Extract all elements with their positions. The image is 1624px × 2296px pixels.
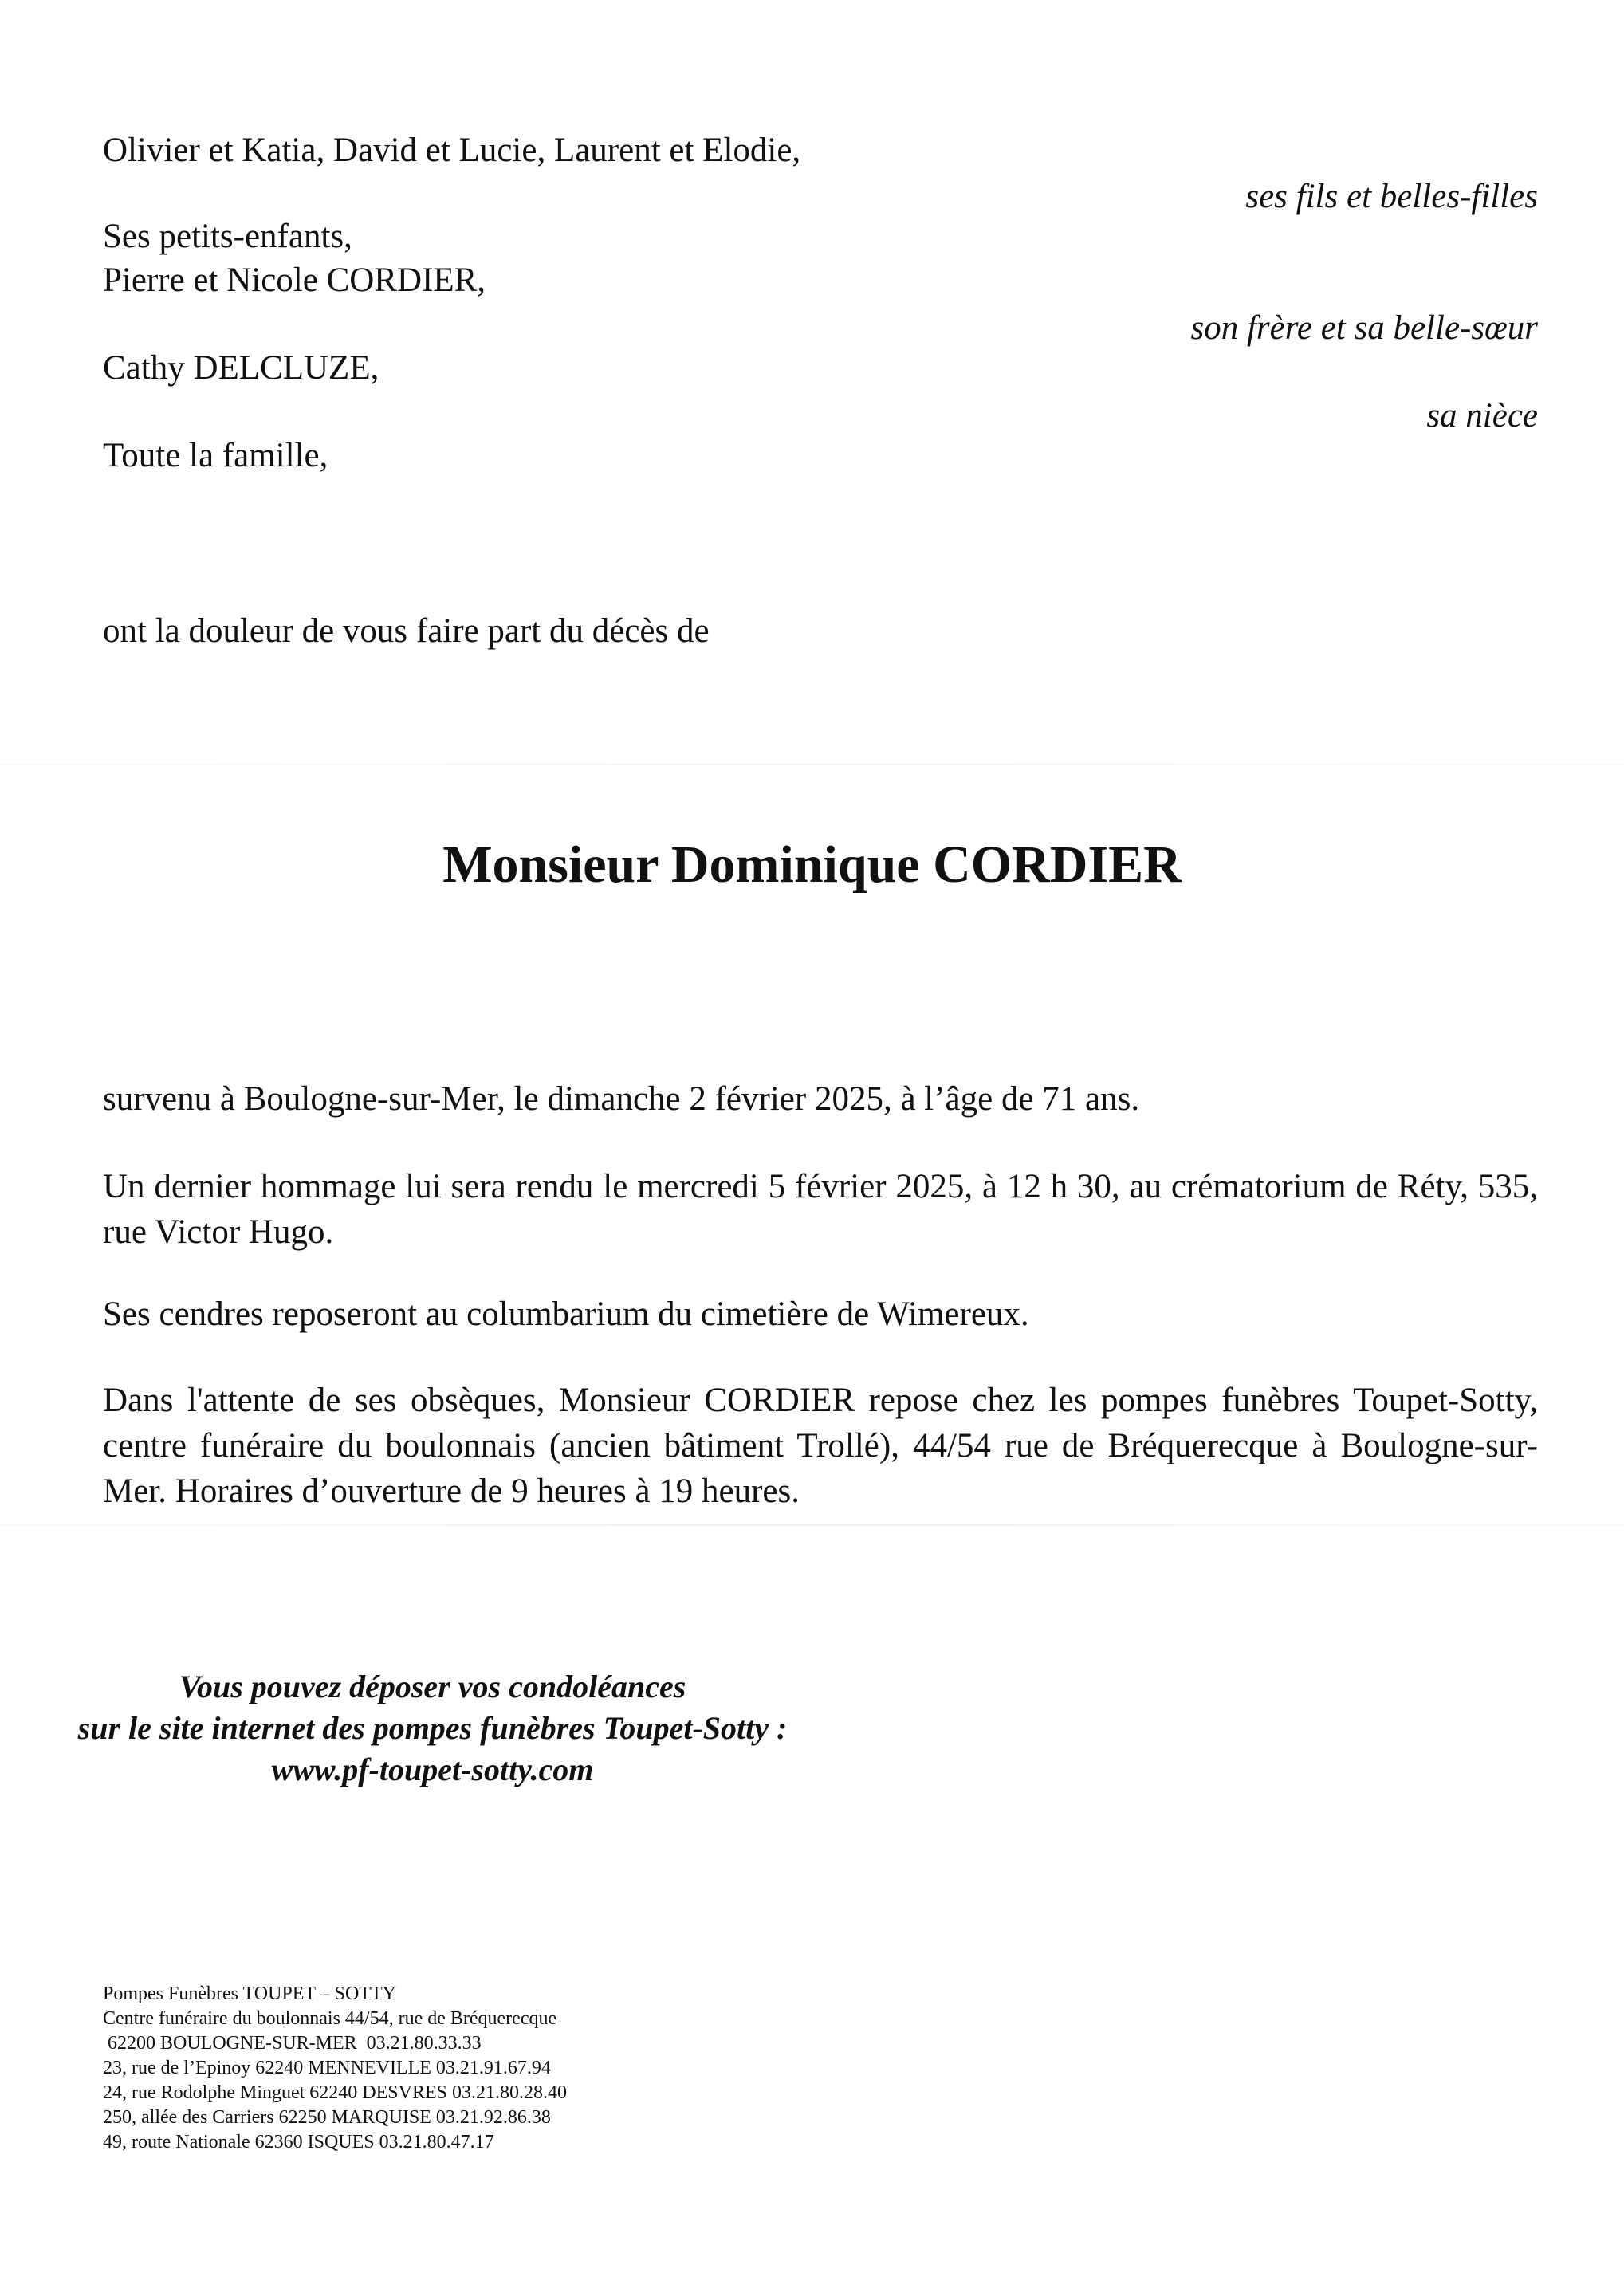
footer-line-1: Pompes Funèbres TOUPET – SOTTY — [103, 1983, 397, 2004]
fold-line-upper — [0, 764, 1624, 765]
footer-line-3: 62200 BOULOGNE-SUR-MER 03.21.80.33.33 — [103, 2033, 482, 2054]
footer-line-7: 49, route Nationale 62360 ISQUES 03.21.80.47.17 — [103, 2132, 494, 2152]
family-sons-line: Olivier et Katia, David et Lucie, Laurent et Elodie, — [103, 132, 801, 169]
death-details-paragraph: survenu à Boulogne-sur-Mer, le dimanche 2 février 2025, à l’âge de 71 ans. — [103, 1080, 1140, 1118]
fold-line-lower — [0, 1524, 1624, 1526]
family-brother-role: son frère et sa belle-sœur — [1190, 309, 1538, 347]
family-all-line: Toute la famille, — [103, 437, 328, 474]
ashes-paragraph: Ses cendres reposeront au columbarium du cimetière de Wimereux. — [103, 1295, 1029, 1333]
deceased-name: Monsieur Dominique CORDIER — [442, 835, 1182, 894]
visitation-paragraph: Dans l'attente de ses obsèques, Monsieur CORDIER repose chez les pompes funèbres Toupet-Sotty, centre funéraire du boulonnais (ancien bâtiment Trollé), 44/54 rue de Bréquerecque à Boulogne-sur-Mer. Horaires d’ouverture de 9 heures à 19 heures. — [103, 1382, 1538, 1510]
ceremony-paragraph: Un dernier hommage lui sera rendu le mercredi 5 février 2025, à 12 h 30, au crématorium de Réty, 535, rue Victor Hugo. — [103, 1168, 1538, 1251]
family-niece-role: sa nièce — [1426, 397, 1538, 434]
footer-line-4: 23, rue de l’Epinoy 62240 MENNEVILLE 03.21.91.67.94 — [103, 2058, 551, 2078]
family-brother-line: Pierre et Nicole CORDIER, — [103, 261, 486, 299]
footer-line-5: 24, rue Rodolphe Minguet 62240 DESVRES 03.21.80.28.40 — [103, 2082, 567, 2103]
condolences-line-1: Vous pouvez déposer vos condoléances — [179, 1669, 686, 1704]
family-grandchildren-line: Ses petits-enfants, — [103, 218, 352, 255]
condolences-block — [0, 1666, 865, 1791]
footer-line-2: Centre funéraire du boulonnais 44/54, rue de Bréquerecque — [103, 2008, 557, 2029]
condolences-website: www.pf-toupet-sotty.com — [271, 1751, 594, 1787]
family-niece-line: Cathy DELCLUZE, — [103, 349, 379, 387]
announcement-text: ont la douleur de vous faire part du décès de — [103, 612, 710, 650]
funeral-home-footer — [103, 1982, 567, 2155]
family-sons-role: ses fils et belles-filles — [1245, 178, 1538, 215]
footer-line-6: 250, allée des Carriers 62250 MARQUISE 03.21.92.86.38 — [103, 2107, 551, 2128]
condolences-line-2: sur le site internet des pompes funèbres Toupet-Sotty : — [77, 1710, 788, 1746]
